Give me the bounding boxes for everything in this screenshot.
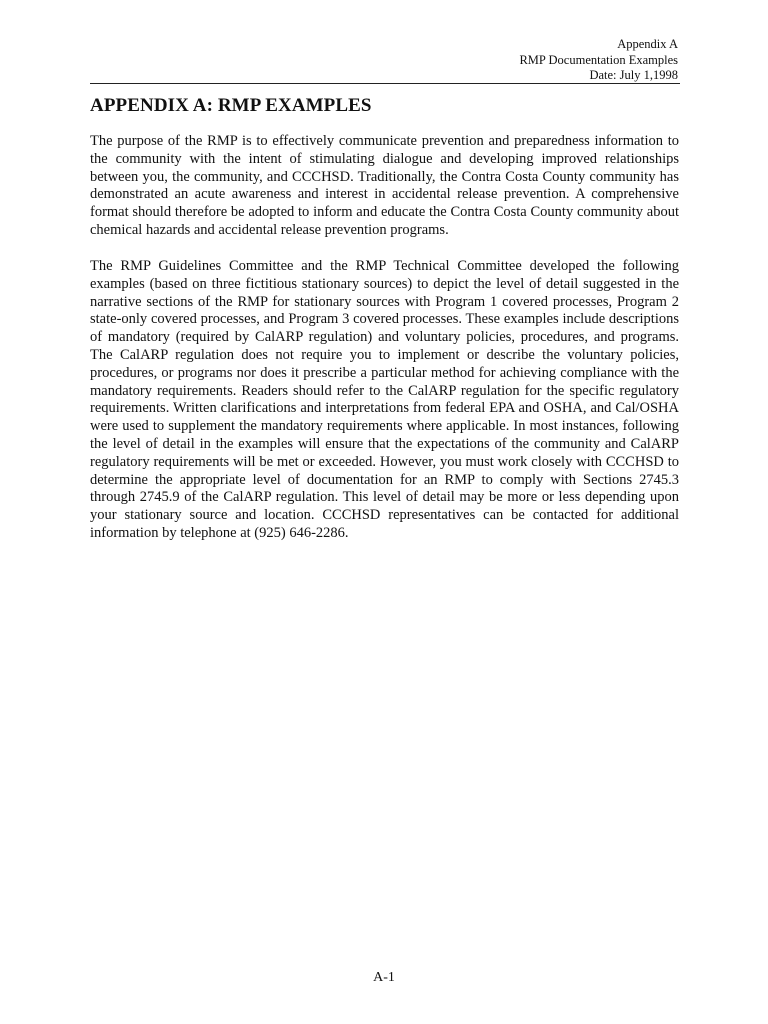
header-document-title: RMP Documentation Examples [519, 52, 678, 67]
running-header [519, 37, 678, 84]
body-paragraph-examples: The RMP Guidelines Committee and the RMP Technical Committee developed the following examples (based on three fictitious stationary sources) to depict the level of detail suggested in the narrative sections of the RMP for stationary sources with Program 1 covered processes, Program 2 state-only covered processes, and Program 3 covered processes. These examples include descriptions of mandatory (required by CalARP regulation) and voluntary policies, procedures, and programs. The CalARP regulation does not require you to implement or describe the voluntary policies, procedures, or programs nor does it prescribe a particular method for achieving compliance with the mandatory requirements. Readers should refer to the CalARP regulation for the specific regulatory requirements. Written clarifications and interpretations from federal EPA and OSHA, and Cal/OSHA were used to supplement the mandatory requirements where applicable. In most instances, following the level of detail in the examples will ensure that the expectations of the community and CalARP regulatory requirements will be met or exceeded. However, you must work closely with CCCHSD to determine the appropriate level of documentation for an RMP to comply with Sections 2745.3 through 2745.9 of the CalARP regulation. This level of detail may be more or less depending upon your stationary source and location. CCCHSD representatives can be contacted for additional information by telephone at (925) 646-2286. [90, 258, 679, 541]
body-paragraph-purpose: The purpose of the RMP is to effectively communicate prevention and preparedness information to the community with the intent of stimulating dialogue and developing improved relationships between you, the community, and CCCHSD. Traditionally, the Contra Costa County community has demonstrated an acute awareness and interest in accidental release prevention. A comprehensive format should therefore be adopted to inform and educate the Contra Costa County community about chemical hazards and accidental release prevention programs. [90, 133, 679, 238]
header-appendix-label: Appendix A [617, 37, 678, 51]
page-title: APPENDIX A: RMP EXAMPLES [90, 95, 372, 116]
page-number: A-1 [373, 970, 395, 985]
header-date: Date: July 1,1998 [589, 68, 678, 82]
header-divider [90, 83, 680, 84]
